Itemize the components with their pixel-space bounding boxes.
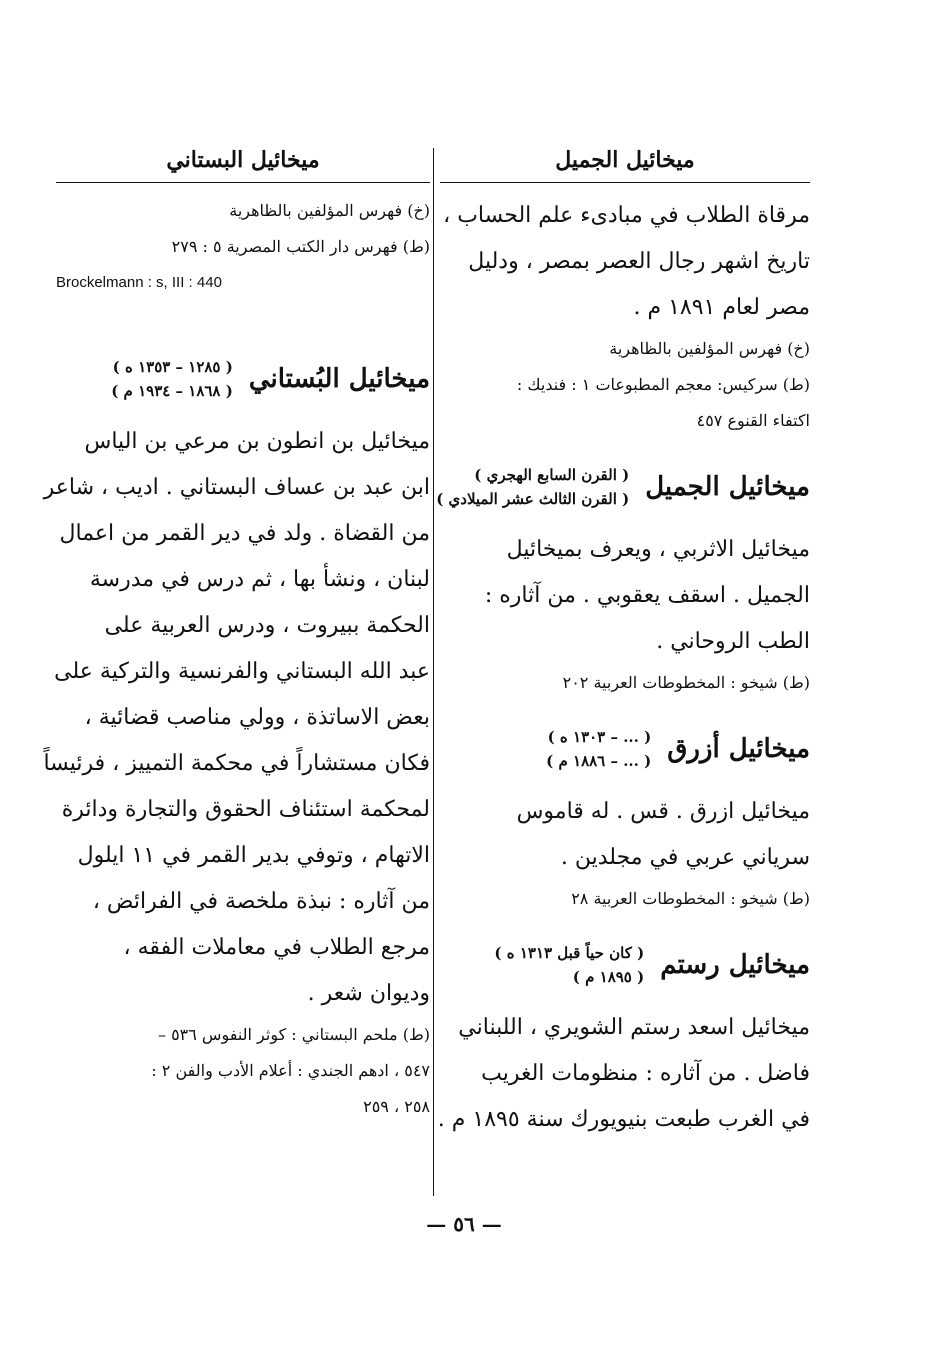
body-line: ميخائيل الاثربي ، ويعرف بميخائيل <box>506 537 810 562</box>
body-line: الاتهام ، وتوفي بدير القمر في ١١ ايلول <box>77 843 430 868</box>
entry-date-hijri: ( ١٢٨٥ – ١٣٥٣ ه ) <box>112 358 233 376</box>
reference-line: (ط) شيخو : المخطوطات العربية ٢٨ <box>571 889 810 908</box>
body-line: فكان مستشاراً في محكمة التمييز ، فرئيساً <box>43 751 430 776</box>
entry-date-hijri: ( القرن السابع الهجري ) <box>474 466 630 484</box>
body-line: من آثاره : نبذة ملخصة في الفرائض ، <box>92 889 430 914</box>
entry-date-gregorian: ( ١٨٦٨ – ١٩٣٤ م ) <box>111 382 233 400</box>
column-header-left: ميخائيل البستاني <box>166 147 320 173</box>
reference-line: ٢٥٨ ، ٢٥٩ <box>363 1097 430 1116</box>
body-line: عبد الله البستاني والفرنسية والتركية على <box>54 659 430 684</box>
body-line: وديوان شعر . <box>307 981 430 1006</box>
body-line: ميخائيل اسعد رستم الشويري ، اللبناني <box>458 1015 810 1040</box>
reference-line: (ط) سركيس: معجم المطبوعات ١ : فنديك : <box>516 375 810 394</box>
body-line: من القضاة . ولد في دير القمر من اعمال <box>59 521 430 546</box>
body-line: ابن عبد بن عساف البستاني . اديب ، شاعر <box>43 475 430 500</box>
body-line: فاضل . من آثاره : منظومات الغريب <box>481 1061 810 1086</box>
body-line: سرياني عربي في مجلدين . <box>560 845 810 870</box>
body-line: لبنان ، ونشأ بها ، ثم درس في مدرسة <box>89 567 430 592</box>
left-column <box>43 140 430 1125</box>
entry-heading <box>440 935 810 995</box>
entry-dates <box>111 355 233 403</box>
reference-line: (ط) فهرس دار الكتب المصرية ٥ : ٢٧٩ <box>171 237 430 256</box>
body-line: مصر لعام ١٨٩١ م . <box>633 295 810 320</box>
entry-heading <box>56 349 430 409</box>
entry-heading <box>440 719 810 779</box>
reference-line: (ط) شيخو : المخطوطات العربية ٢٠٢ <box>562 673 810 692</box>
reference-line: (خ) فهرس المؤلفين بالظاهرية <box>609 339 810 358</box>
reference-line: ٥٤٧ ، ادهم الجندي : أعلام الأدب والفن ٢ : <box>151 1061 430 1080</box>
reference-line: (خ) فهرس المؤلفين بالظاهرية <box>229 201 430 220</box>
entry-dates <box>494 941 644 989</box>
body-line: الحكمة ببيروت ، ودرس العربية على <box>104 613 430 638</box>
entry-name: ميخائيل البُستاني <box>248 364 430 394</box>
entry-date-hijri: ( كان حياً قبل ١٣١٣ ه ) <box>494 944 645 962</box>
entry-dates <box>546 725 651 773</box>
body-line: مرقاة الطلاب في مبادىء علم الحساب ، <box>443 203 810 228</box>
entry-name: ميخائيل أزرق <box>667 734 810 764</box>
entry-date-gregorian: ( ... – ١٨٨٦ م ) <box>546 752 652 770</box>
body-line: ميخائيل بن انطون بن مرعي بن الياس <box>84 429 430 454</box>
page-number: — ٥٦ — <box>426 1212 502 1236</box>
body-line: ميخائيل ازرق . قس . له قاموس <box>516 799 810 824</box>
entry-dates <box>436 463 629 511</box>
entry-heading <box>436 457 810 517</box>
entry-name: ميخائيل رستم <box>660 950 810 980</box>
entry-date-gregorian: ( ١٨٩٥ م ) <box>572 968 645 986</box>
body-line: لمحكمة استئناف الحقوق والتجارة ودائرة <box>61 797 430 822</box>
body-line: في الغرب طبعت بنيويورك سنة ١٨٩٥ م . <box>437 1107 810 1132</box>
body-line: بعض الاساتذة ، وولي مناصب قضائية ، <box>84 705 430 730</box>
header-rule-right <box>440 182 810 183</box>
reference-line: (ط) ملحم البستاني : كوثر النفوس ٥٣٦ – <box>157 1025 430 1044</box>
spacer <box>56 301 430 331</box>
entry-date-gregorian: ( القرن الثالث عشر الميلادي ) <box>436 490 630 508</box>
entry-name: ميخائيل الجميل <box>645 472 810 502</box>
header-rule-left <box>56 182 430 183</box>
reference-line: اكتفاء القنوع ٤٥٧ <box>696 411 810 430</box>
body-line: تاريخ اشهر رجال العصر بمصر ، ودليل <box>468 249 810 274</box>
entry-date-hijri: ( ... – ١٣٠٣ ه ) <box>547 728 652 746</box>
body-line: الطب الروحاني . <box>656 629 810 654</box>
latin-reference: Brockelmann : s, III : 440 <box>56 274 222 291</box>
column-divider <box>433 148 434 1196</box>
column-header-right: ميخائيل الجميل <box>555 147 695 173</box>
body-line: الجميل . اسقف يعقوبي . من آثاره : <box>484 583 810 608</box>
body-line: مرجع الطلاب في معاملات الفقه ، <box>123 935 430 960</box>
right-column <box>436 140 810 1143</box>
